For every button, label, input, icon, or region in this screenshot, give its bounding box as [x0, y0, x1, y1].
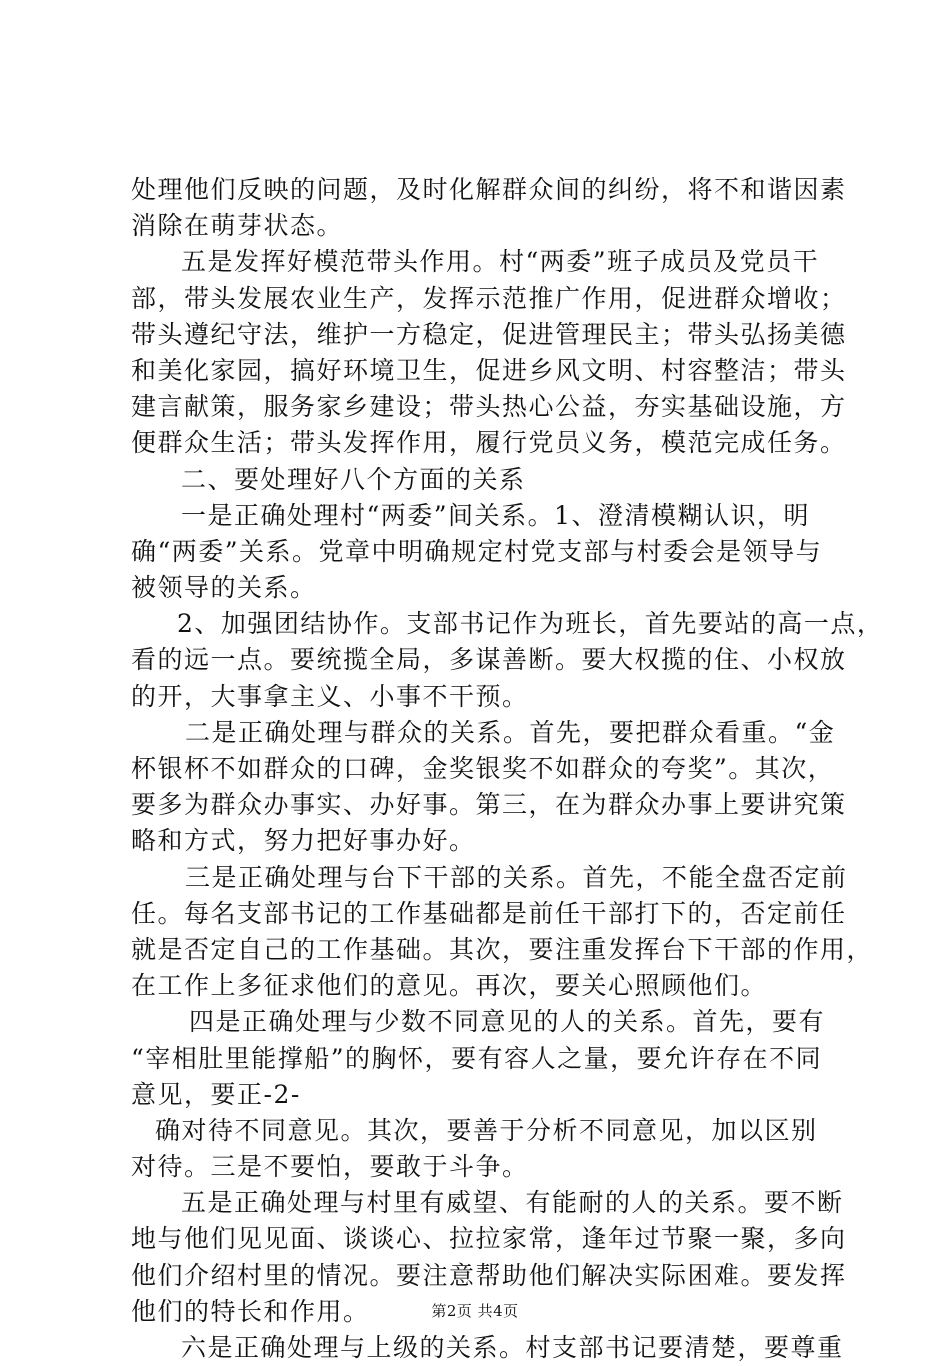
- text-line: 2、加强团结协作。支部书记作为班长，首先要站的高一点，: [177, 609, 884, 639]
- text-line: 略和方式，努力把好事办好。: [131, 826, 476, 856]
- text-line: 便群众生活；带头发挥作用，履行党员义务，模范完成任务。: [131, 428, 847, 458]
- text-line: 建言献策，服务家乡建设；带头热心公益，夯实基础设施，方: [131, 392, 847, 422]
- document-body: [131, 172, 884, 1366]
- text-line: 和美化家园，搞好环境卫生，促进乡风文明、村容整洁；带头: [131, 355, 847, 385]
- text-line: 五是发挥好模范带头作用。村“两委”班子成员及党员干: [181, 247, 820, 277]
- text-line: 处理他们反映的问题，及时化解群众间的纠纷，将不和谐因素: [131, 175, 847, 204]
- text-line: 部，带头发展农业生产，发挥示范推广作用，促进群众增收；: [131, 283, 847, 313]
- text-line: 被领导的关系。: [131, 573, 317, 603]
- text-line: 一是正确处理村“两委”间关系。1、澄清模糊认识，明: [181, 500, 810, 530]
- text-line: 意见，要正-2-: [131, 1079, 301, 1109]
- text-line: 就是否定自己的工作基础。其次，要注重发挥台下干部的作用，: [131, 934, 874, 964]
- text-line: 在工作上多征求他们的意见。再次，要关心照顾他们。: [131, 971, 768, 1001]
- text-line: 任。每名支部书记的工作基础都是前任干部打下的，否定前任: [131, 898, 847, 928]
- text-line: 六是正确处理与上级的关系。村支部书记要清楚，要尊重: [181, 1333, 844, 1362]
- text-line: 四是正确处理与少数不同意见的人的关系。首先，要有: [189, 1007, 826, 1037]
- text-line: 看的远一点。要统揽全局，多谋善断。要大权揽的住、小权放: [131, 645, 847, 675]
- text-line: 确对待不同意见。其次，要善于分析不同意见，加以区别: [155, 1115, 818, 1145]
- page-number-footer: 第2页 共4页: [431, 1302, 519, 1320]
- text-line: 他们的特长和作用。: [131, 1296, 370, 1326]
- text-line: 带头遵纪守法，维护一方稳定，促进管理民主；带头弘扬美德: [131, 319, 847, 349]
- text-line: 消除在萌芽状态。: [131, 211, 344, 241]
- text-line: 三是正确处理与台下干部的关系。首先，不能全盘否定前: [185, 862, 848, 892]
- text-line: 二是正确处理与群众的关系。首先，要把群众看重。“金: [185, 717, 836, 747]
- text-line: 的开，大事拿主义、小事不干预。: [131, 681, 529, 711]
- text-line: “宰相肚里能撑船”的胸怀，要有容人之量，要允许存在不同: [131, 1043, 823, 1073]
- text-line: 五是正确处理与村里有威望、有能耐的人的关系。要不断: [181, 1188, 844, 1218]
- text-line: 确“两委”关系。党章中明确规定村党支部与村委会是领导与: [131, 536, 823, 566]
- text-line: 杯银杯不如群众的口碑，金奖银奖不如群众的夸奖”。其次，: [131, 754, 835, 783]
- text-line: 对待。三是不要怕，要敢于斗争。: [131, 1152, 529, 1182]
- text-line: 要多为群众办事实、办好事。第三，在为群众办事上要讲究策: [131, 790, 847, 820]
- section-heading: 二、要处理好八个方面的关系: [181, 464, 526, 494]
- text-line: 地与他们见见面、谈谈心、拉拉家常，逢年过节聚一聚，多向: [131, 1224, 847, 1254]
- text-line: 他们介绍村里的情况。要注意帮助他们解决实际困难。要发挥: [131, 1260, 847, 1290]
